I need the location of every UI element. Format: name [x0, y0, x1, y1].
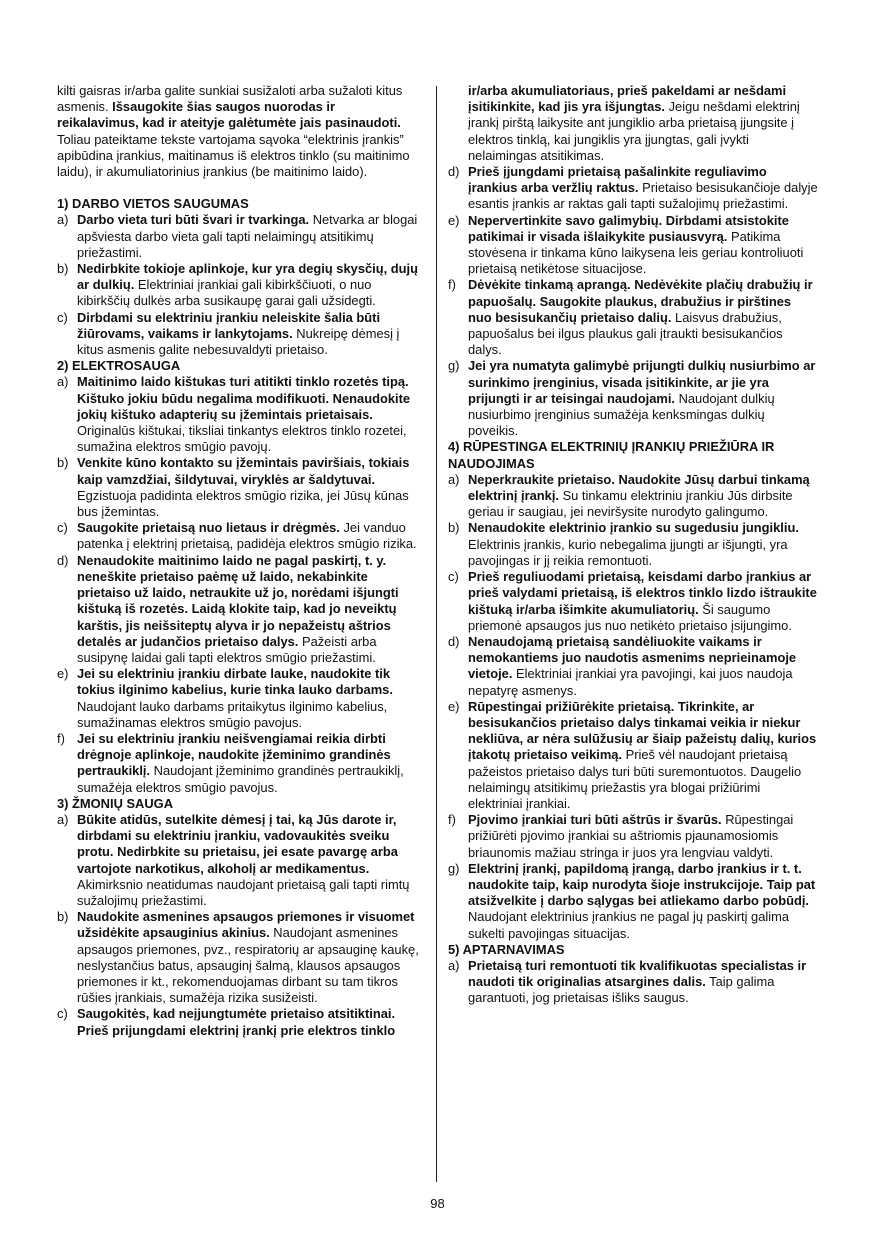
section-heading-2: 2) ELEKTROSAUGA	[57, 358, 181, 374]
list-item: d) Nenaudokite maitinimo laido ne pagal paskirtį, t. y. neneškite prietaiso paėmę už laido, nekabinkite prietaiso už laido, netraukite už jo, norėdami išjungti kištuką iš rozetės. Laidą klokite taip, kad jo neveiktų karštis, jis neišsiteptų alyva ir jo nepažeistų aštrios detalės ar judančios prietaiso dalys. Pažeisti arba susipynę laidai gali tapti elektros smūgio priežastimi.	[57, 552, 399, 665]
list-item: g) Elektrinį įrankį, papildomą įrangą, darbo įrankius ir t. t. naudokite taip, kaip nurodyta šioje instrukcijoje. Taip pat atsižvelkite į darbo sąlygas bei atliekamo darbo pobūdį. Naudojant elektrinius įrankius ne pagal jų paskirtį galima sukelti pavojingas situacijas.	[448, 860, 816, 941]
list-item: b) Naudokite asmenines apsaugos priemones ir visuomet užsidėkite apsauginius akinius. Naudojant asmenines apsaugos priemones, pvz., respiratorių ar apsauginę kaukę, neslystančius batus, apsauginį šalmą, klausos apsaugos priemones ir kt., rekomenduojamas dirbant su tam tikros rūšies įrankiais, sumažėja rizika susižeisti.	[57, 909, 419, 1006]
list-item: b) Nedirbkite tokioje aplinkoje, kur yra degių skysčių, dujų ar dulkių. Elektriniai įrankiai gali kibirkščiuoti, o nuo kibirkščių dulkės arba susikaupę garai gali užsidegti.	[57, 261, 418, 309]
list-item: f) Dėvėkite tinkamą aprangą. Nedėvėkite plačių drabužių ir papuošalų. Saugokite plaukus, drabužius ir pirštines nuo besisukančių prietaiso dalių. Laisvus drabužius, papuošalus bei ilgus plaukus gali įtraukti besisukančios dalys.	[448, 277, 813, 358]
column-divider	[436, 86, 437, 1182]
list-item: f) Pjovimo įrankiai turi būti aštrūs ir švarūs. Rūpestingai prižiūrėti pjovimo įrankiai su aštriomis pjaunamosiomis briaunomis mažiau stringa ir juos yra lengviau valdyti.	[448, 812, 794, 860]
right-column	[448, 83, 818, 1007]
section-heading-4: 4) RŪPESTINGA ELEKTRINIŲ ĮRANKIŲ PRIEŽIŪRA IR NAUDOJIMAS	[448, 439, 775, 471]
list-item: a) Neperkraukite prietaiso. Naudokite Jūsų darbui tinkamą elektrinį įrankį. Su tinkamu elektriniu įrankiu Jūs dirbsite geriau ir saugiau, jei neviršysite nurodyto galingumo.	[448, 471, 810, 520]
list-item: c) Dirbdami su elektriniu įrankiu neleiskite šalia būti žiūrovams, vaikams ir lankytojams. Nukreipę dėmesį į kitus asmenis galite nebesuvaldyti prietaiso.	[57, 309, 400, 358]
list-item: a) Maitinimo laido kištukas turi atitikti tinklo rozetės tipą. Kištuko jokiu būdu negalima modifikuoti. Nenaudokite jokių kištuko adapterių su įžemintais prietaisais. Originalūs kištukai, tiksliai tinkantys elektros tinklo rozetei, sumažina elektros smūgio pavojų.	[57, 374, 411, 455]
list-item: e) Jei su elektriniu įrankiu dirbate lauke, naudokite tik tokius ilginimo kabelius, kurie tinka lauko darbams. Naudojant lauko darbams pritaikytus ilginimo kabelius, sumažinamas elektros smūgio pavojus.	[57, 666, 393, 730]
list-item: c) Prieš reguliuodami prietaisą, keisdami darbo įrankius ar prieš valydami prietaisą, iš elektros tinklo lizdo ištraukite kištuką ir/arba išimkite akumuliatorių. Ši saugumo priemonė apsaugos jus nuo netikėto prietaiso įsijungimo.	[448, 569, 817, 633]
list-item: a) Būkite atidūs, sutelkite dėmesį į tai, ką Jūs darote ir, dirbdami su elektriniu įrankiu, vadovaukitės sveiku protu. Nedirbkite su prietaisu, jei esate pavargę arba vartojote narkotikus, alkoholį ar medikamentus. Akimirksnio neatidumas naudojant prietaisą gali tapti rimtų sužalojimų priežastimi.	[57, 811, 410, 908]
list-item: f) Jei su elektriniu įrankiu neišvengiamai reikia dirbti drėgnoje aplinkoje, naudokite įžeminimo grandinės pertraukiklį. Naudojant įžeminimo grandinės pertraukiklį, sumažėja elektros smūgio pavojus.	[57, 730, 404, 795]
list-item: e) Nepervertinkite savo galimybių. Dirbdami atsistokite patikimai ir visada išlaikykite pusiausvyrą. Patikima stovėsena ir tinkama kūno laikysena leis geriau kontroliuoti prietaisą netikėtose situacijose.	[448, 212, 804, 277]
list-item: b) Nenaudokite elektrinio įrankio su sugedusiu jungikliu. Elektrinis įrankis, kurio nebegalima įjungti ar išjungti, yra pavojingas ir jį reikia remontuoti.	[448, 520, 799, 568]
section-heading-5: 5) APTARNAVIMAS	[448, 941, 565, 957]
list-item: e) Rūpestingai prižiūrėkite prietaisą. Tikrinkite, ar besisukančios prietaiso dalys tinkamai veikia ir niekur nekliūva, ar nėra sulūžusių ar šiaip pažeistų dalių, kurios įtakotų prietaiso veikimą. Prieš vėl naudojant prietaisą pažeistos prietaiso dalys turi būti suremontuotos. Daugelio nelaimingų atsitikimų priežastis yra blogai prižiūrimi elektriniai įrankiai.	[448, 698, 817, 811]
list-item: c) Saugokite prietaisą nuo lietaus ir drėgmės. Jei vanduo patenka į elektrinį prietaisą, padidėja elektros smūgio rizika.	[57, 520, 417, 552]
page-number: 98	[430, 1196, 445, 1211]
list-item: a) Prietaisą turi remontuoti tik kvalifikuotas specialistas ir naudoti tik originalias atsargines dalis. Taip galima garantuoti, jog prietaisas išliks saugus.	[448, 957, 807, 1006]
list-item: d) Prieš įjungdami prietaisą pašalinkite reguliavimo įrankius arba veržlių raktus. Prietaiso besisukančioje dalyje esantis įrankis ar raktas gali tapti sužalojimų priežastimi.	[448, 164, 818, 212]
section-heading-3: 3) ŽMONIŲ SAUGA	[57, 795, 174, 811]
list-item: g) Jei yra numatyta galimybė prijungti dulkių nusiurbimo ar surinkimo įrenginius, visada įsitikinkite, ar jie yra prijungti ir ar teisingai naudojami. Naudojant dulkių nusiurbimo įrenginius sumažėja kenksmingas dulkių poveikis.	[448, 358, 816, 439]
list-item: d) Nenaudojamą prietaisą sandėliuokite vaikams ir nemokantiems juo naudotis asmenims neprieinamoje vietoje. Elektriniai įrankiai yra pavojingi, kai juos naudoja nepatyrę asmenys.	[448, 633, 797, 698]
list-item: c) Saugokitės, kad neįjungtumėte prietaiso atsitiktinai. Prieš prijungdami elektrinį įrankį prie elektros tinklo	[57, 1006, 396, 1038]
list-item: b) Venkite kūno kontakto su įžemintais paviršiais, tokiais kaip vamzdžiai, šildytuvai, viryklės ar šaldytuvai. Egzistuoja padidinta elektros smūgio rizika, jei Jūsų kūnas bus įžemintas.	[57, 455, 410, 520]
intro-paragraph: kilti gaisras ir/arba galite sunkiai susižaloti arba sužaloti kitus asmenis. Išsaugokite šias saugos nuorodas ir reikalavimus, kad ir ateityje galėtumėte jais pasinaudoti. Toliau pateiktame tekste vartojama sąvoka “elektrinis įrankis” apibūdina įrankius, maitinamus iš elektros tinklo (su maitinimo laidu), ir akumuliatorinius įrankius (be maitinimo laido).	[57, 83, 410, 180]
left-column	[57, 83, 420, 1039]
list-item: a) Darbo vieta turi būti švari ir tvarkinga. Netvarka ar blogai apšviesta darbo vieta gali tapti nelaimingų atsitikimų priežastimi.	[57, 212, 418, 260]
section-heading-1: 1) DARBO VIETOS SAUGUMAS	[57, 196, 249, 212]
list-item-continued: ir/arba akumuliatoriaus, prieš pakeldami ar nešdami įsitikinkite, kad jis yra išjungtas. Jeigu nešdami elektrinį įrankį pirštą laikysite ant jungiklio arba prietaisą įjungsite į elektros tinklą, kai jungiklis yra įjungtas, gali įvykti nelaimingas atsitikimas.	[468, 83, 800, 163]
